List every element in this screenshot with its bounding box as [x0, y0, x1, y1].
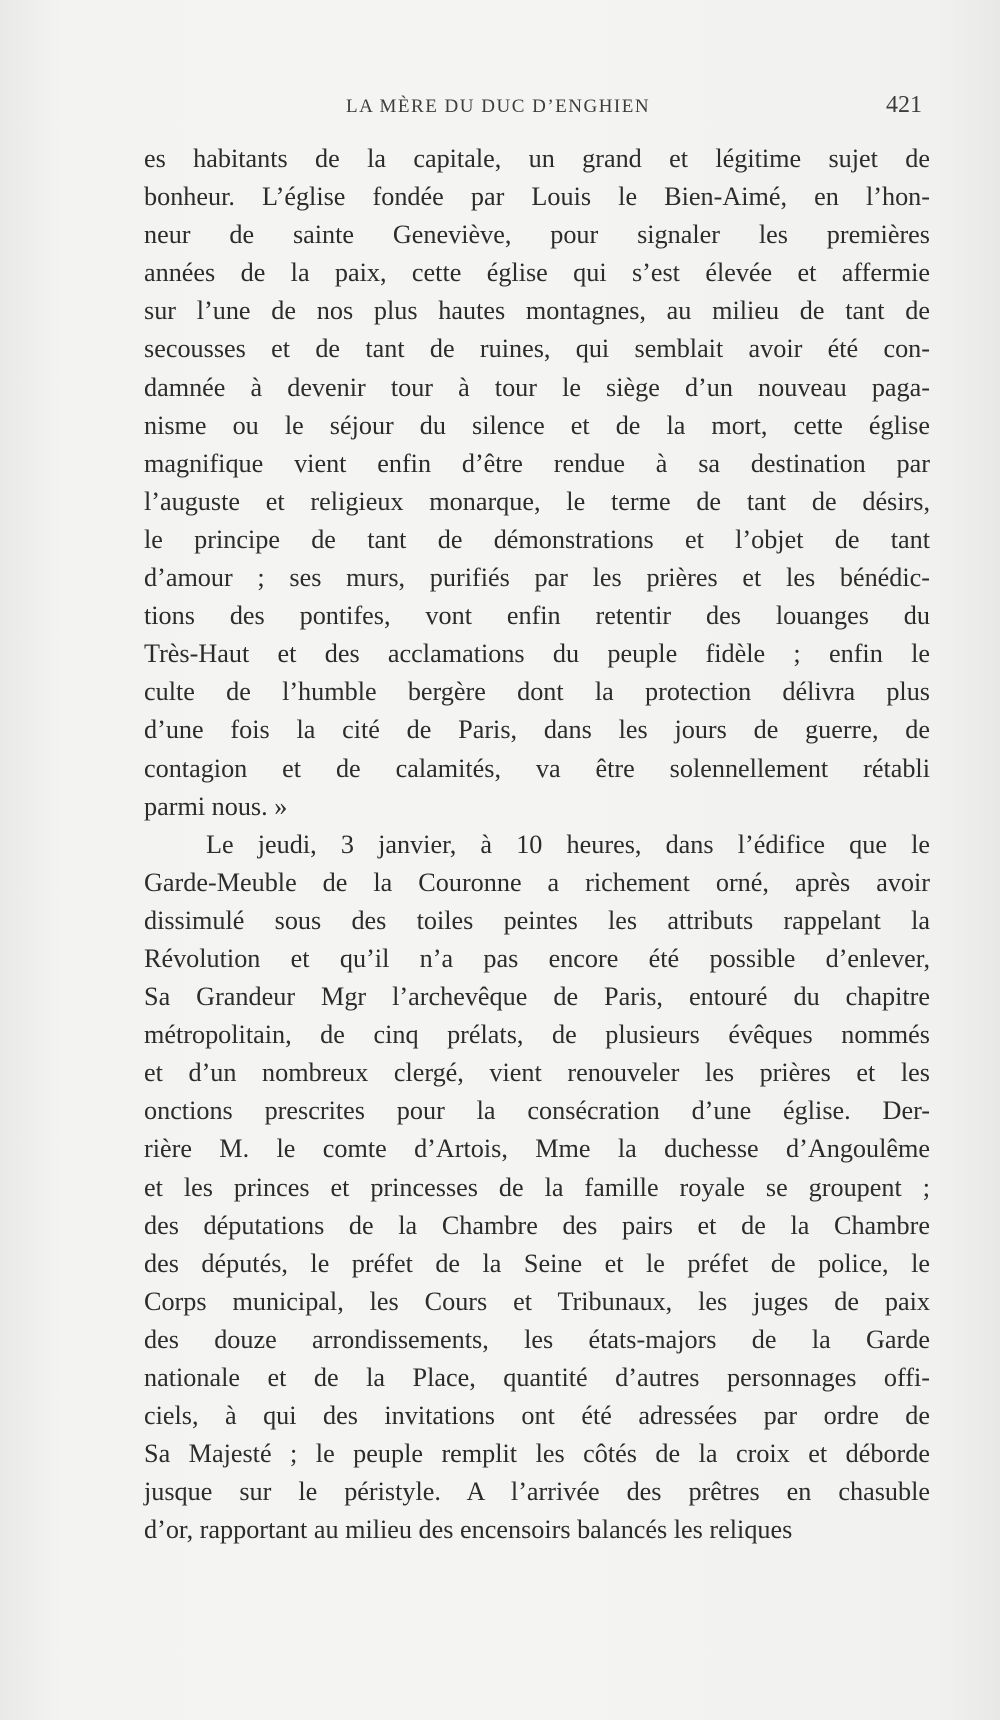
text-line: contagion et de calamités, va être solennellement rétabli — [144, 753, 930, 783]
text-line: Très-Haut et des acclamations du peuple fidèle ; enfin le — [144, 639, 930, 669]
text-line: et d’un nombreux clergé, vient renouveler les prières et les — [144, 1058, 930, 1088]
text-line: jusque sur le péristyle. A l’arrivée des prêtres en chasuble — [144, 1477, 930, 1507]
text-line: dissimulé sous des toiles peintes les attributs rappelant la — [144, 905, 930, 935]
text-line: bonheur. L’église fondée par Louis le Bien-Aimé, en l’hon- — [144, 182, 930, 212]
page-number: 421 — [886, 92, 922, 118]
text-line: Corps municipal, les Cours et Tribunaux, les juges de paix — [144, 1286, 930, 1316]
text-line: le principe de tant de démonstrations et l’objet de tant — [144, 524, 930, 554]
text-line: Sa Majesté ; le peuple remplit les côtés de la croix et déborde — [144, 1439, 930, 1469]
text-line: nationale et de la Place, quantité d’autres personnages offi- — [144, 1363, 930, 1392]
text-line: Garde-Meuble de la Couronne a richement orné, après avoir — [144, 867, 930, 897]
text-line: d’or, rapportant au milieu des encensoirs balancés les reliques — [144, 1515, 793, 1545]
text-line: nisme ou le séjour du silence et de la mort, cette église — [144, 410, 930, 440]
text-line: des députés, le préfet de la Seine et le préfet de police, le — [144, 1248, 930, 1278]
text-line: métropolitain, de cinq prélats, de plusieurs évêques nommés — [144, 1020, 930, 1050]
text-line: Révolution et qu’il n’a pas encore été possible d’enlever, — [144, 943, 930, 973]
text-line: des députations de la Chambre des pairs et de la Chambre — [144, 1210, 930, 1240]
paragraph-end-line: parmi nous. » — [144, 791, 288, 821]
text-line: Sa Grandeur Mgr l’archevêque de Paris, entouré du chapitre — [144, 982, 930, 1012]
text-line: culte de l’humble bergère dont la protection délivra plus — [144, 677, 930, 707]
running-title: LA MÈRE DU DUC D’ENGHIEN — [346, 96, 651, 117]
text-line: années de la paix, cette église qui s’est élevée et affermie — [144, 258, 930, 288]
text-line: ciels, à qui des invitations ont été adressées par ordre de — [144, 1401, 930, 1431]
text-line: magnifique vient enfin d’être rendue à sa destination par — [144, 448, 930, 478]
text-line: tions des pontifes, vont enfin retentir des louanges du — [144, 601, 930, 631]
body-text — [144, 140, 930, 1549]
text-line: et les princes et princesses de la famille royale se groupent ; — [144, 1172, 930, 1202]
running-head — [148, 92, 926, 122]
text-line: es habitants de la capitale, un grand et légitime sujet de — [144, 144, 930, 173]
text-line: l’auguste et religieux monarque, le terme de tant de désirs, — [144, 486, 930, 516]
text-line: secousses et de tant de ruines, qui semblait avoir été con- — [144, 334, 930, 364]
text-line: des douze arrondissements, les états-majors de la Garde — [144, 1324, 930, 1354]
text-line: d’une fois la cité de Paris, dans les jours de guerre, de — [144, 715, 930, 745]
text-line: d’amour ; ses murs, purifiés par les prières et les bénédic- — [144, 563, 930, 593]
text-line: neur de sainte Geneviève, pour signaler les premières — [144, 220, 930, 250]
text-line: sur l’une de nos plus hautes montagnes, au milieu de tant de — [144, 296, 930, 326]
text-line: rière M. le comte d’Artois, Mme la duchesse d’Angoulême — [144, 1134, 930, 1164]
paragraph-start-line: Le jeudi, 3 janvier, à 10 heures, dans l’édifice que le — [206, 829, 930, 859]
text-line: damnée à devenir tour à tour le siège d’un nouveau paga- — [144, 372, 930, 402]
text-line: onctions prescrites pour la consécration d’une église. Der- — [144, 1096, 930, 1126]
